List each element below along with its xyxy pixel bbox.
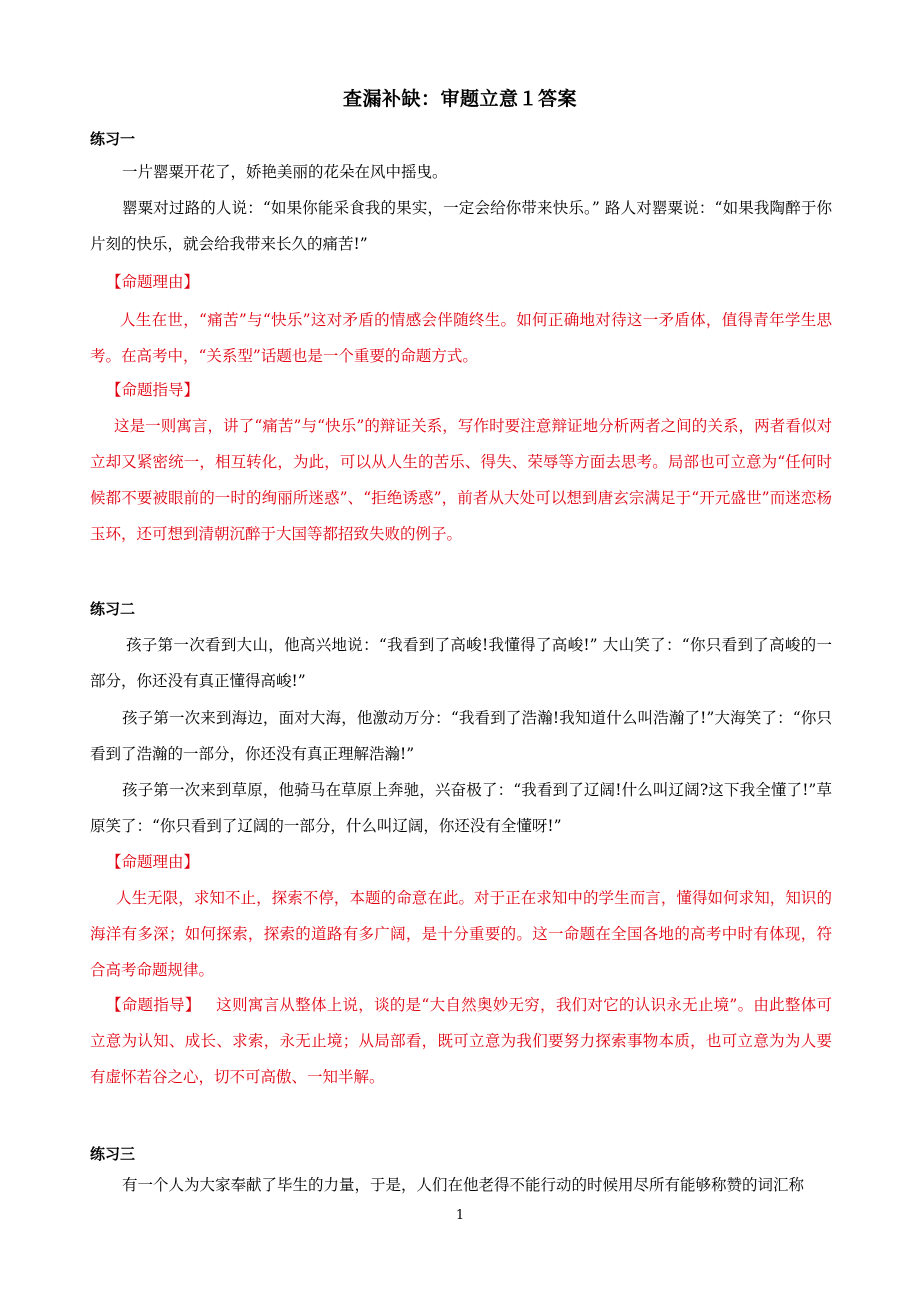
exercise-1-heading: 练习一 xyxy=(90,130,136,148)
exercise-1-guide: 这是一则寓言，讲了“痛苦”与“快乐”的辩证关系，写作时要注意辩证地分析两者之间的关系，两者看似对立却又紧密统一，相互转化，为此，可以从人生的苦乐、得失、荣辱等方面去思考。局部也可立意为“任何时候都不要被眼前的一时的绚丽所迷惑”、“拒绝诱惑”，前者从大处可以想到唐玄宗满足于“开元盛世”而迷恋杨玉环，还可想到清朝沉醉于大国等都招致失败的例子。 xyxy=(90,417,832,543)
exercise-1-reason: 人生在世，“痛苦”与“快乐”这对矛盾的情感会伴随终生。如何正确地对待这一矛盾体，值得青年学生思考。在高考中，“关系型”话题也是一个重要的命题方式。 xyxy=(90,311,832,365)
exercise-2-guide-text: 这则寓言从整体上说，谈的是“大自然奥妙无穷，我们对它的认识永无止境”。由此整体可立意为认知、成长、求索，永无止境；从局部看，既可立意为我们要努力探索事物本质，也可立意为为人要有虚怀若谷之心，切不可高傲、一知半解。 xyxy=(90,996,832,1086)
exercise-1-guide-tag: 【命题指导】 xyxy=(106,381,200,399)
exercise-2-reason: 人生无限，求知不止，探索不停，本题的命意在此。对于正在求知中的学生而言，懂得如何求知，知识的海洋有多深；如何探索，探索的道路有多广阔，是十分重要的。这一命题在全国各地的高考中时有体现，符合高考命题规律。 xyxy=(90,889,832,979)
page-title: 查漏补缺：审题立意１答案 xyxy=(342,88,577,110)
exercise-2-text-3: 孩子第一次来到草原，他骑马在草原上奔驰，兴奋极了：“我看到了辽阔!什么叫辽阔?这下我全懂了!”草原笑了：“你只看到了辽阔的一部分，什么叫辽阔，你还没有全懂呀!” xyxy=(90,781,832,835)
exercise-1-reason-tag: 【命题理由】 xyxy=(106,273,200,291)
exercise-1-text-2: 罂粟对过路的人说：“如果你能采食我的果实，一定会给你带来快乐。” 路人对罂粟说：“如果我陶醉于你片刻的快乐，就会给我带来长久的痛苦!” xyxy=(90,199,832,253)
exercise-2-text-1: 孩子第一次看到大山，他高兴地说：“我看到了高峻!我懂得了高峻!” 大山笑了：“你只看到了高峻的一部分，你还没有真正懂得高峻!” xyxy=(90,636,832,690)
exercise-2-heading: 练习二 xyxy=(90,600,136,618)
exercise-2-guide xyxy=(90,987,832,1095)
exercise-3-heading: 练习三 xyxy=(90,1145,136,1163)
exercise-1-text-1: 一片罂粟开花了，娇艳美丽的花朵在风中摇曳。 xyxy=(122,163,448,181)
page-number: 1 xyxy=(455,1208,465,1223)
exercise-2-guide-tag: 【命题指导】 xyxy=(106,996,201,1014)
exercise-2-text-2: 孩子第一次来到海边，面对大海，他激动万分：“我看到了浩瀚!我知道什么叫浩瀚了!”大海笑了：“你只看到了浩瀚的一部分，你还没有真正理解浩瀚!” xyxy=(90,709,832,763)
exercise-2-reason-tag: 【命题理由】 xyxy=(106,853,200,871)
exercise-3-text-1: 有一个人为大家奉献了毕生的力量，于是，人们在他老得不能行动的时候用尽所有能够称赞的词汇称 xyxy=(122,1176,805,1194)
